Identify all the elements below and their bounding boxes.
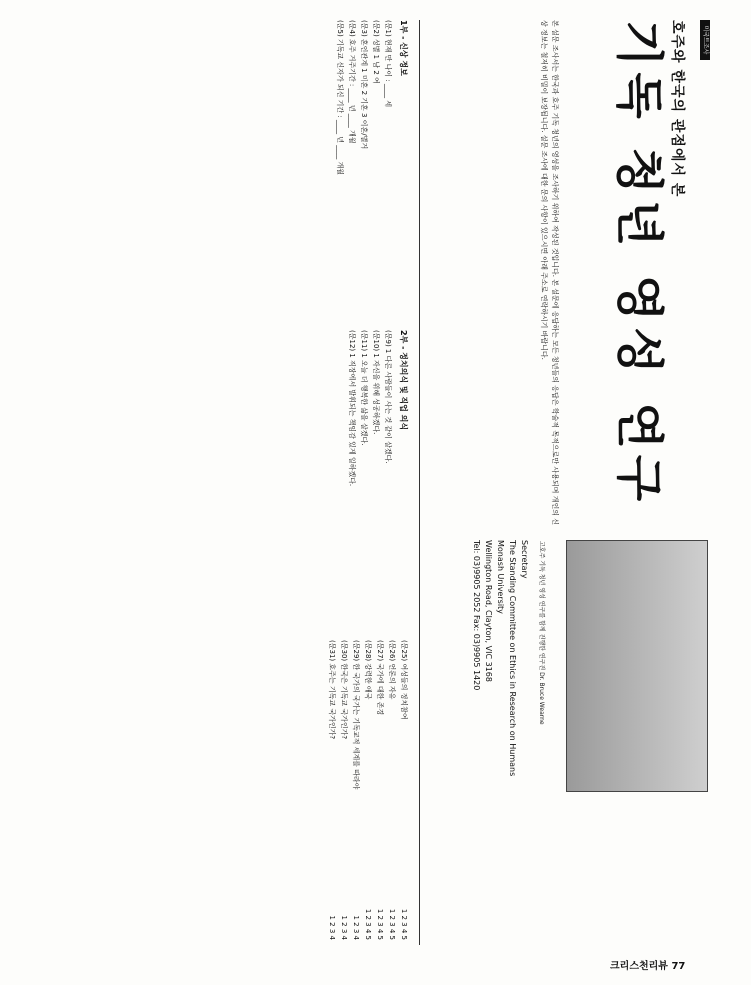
address-line: Tel: 03)9905 2052 Fax: 03)9905 1420 xyxy=(472,540,481,691)
scale-row xyxy=(386,640,398,940)
address-line: Secretary xyxy=(520,540,529,579)
question: (문1) 현재 만 나이 : ____ 세 xyxy=(384,20,392,107)
scale-options[interactable]: 1 2 3 4 xyxy=(340,915,348,940)
scale-options[interactable]: 1 2 3 4 5 xyxy=(364,908,372,940)
scale-row xyxy=(326,640,338,940)
scale-options[interactable]: 1 2 3 4 5 xyxy=(376,908,384,940)
question: (문4) 호주 거주기간 : ____ 년 ____ 개월 xyxy=(348,20,356,144)
scale-row xyxy=(398,640,410,940)
address-block xyxy=(470,540,530,800)
scale-label: (문27) 국가에 대한 존경 xyxy=(376,640,384,716)
scale-options[interactable]: 1 2 3 4 xyxy=(328,915,336,940)
scale-row xyxy=(374,640,386,940)
scale-options[interactable]: 1 2 3 4 5 xyxy=(400,908,408,940)
photo xyxy=(538,540,708,792)
question: (문11) 1 오늘 더 행복한 삶을 살겠다. xyxy=(360,330,368,446)
main-title: 기독 청년 영성 연구 xyxy=(611,20,667,508)
question: (문12) 1 직장에서 발휘되는 책임감 있게 일하겠다. xyxy=(348,330,356,487)
scale-label: (문31) 호주는 기독교 국가인가? xyxy=(328,640,336,740)
section-1 xyxy=(334,20,410,320)
section-3 xyxy=(326,640,410,940)
title-block xyxy=(578,20,688,520)
scale-label: (문28) 강력한 애국 xyxy=(364,640,372,700)
photo-caption: 고호주 기독 청년 영성 연구를 함께 진행한 연구진 Dr. Bruce Wearne xyxy=(538,541,545,725)
question: (문10) 1 자신을 위해 성공하겠다. xyxy=(372,330,380,435)
divider xyxy=(419,20,420,945)
scale-options[interactable]: 1 2 3 4 xyxy=(352,915,360,940)
page-footer: 크리스천리뷰 77 xyxy=(610,961,686,972)
intro-body: 본 설문 조사서는 한국과 호주 기독 청년의 영성을 조사하기 위하여 작성된 것입니다. 본 설문에 응답하는 모든 청년들의 응답은 학술적 목적으로만 사용되며 개인의 신상 정보는 철저히 비밀이 보장됩니다. 설문 조사에 대한 문의 사항이 있으시면 아래 주소로 연락하시기 바랍니다. xyxy=(540,20,559,525)
rotated-content xyxy=(40,20,710,945)
scale-label: (문30) 한국은 기독교 국가인가? xyxy=(340,640,348,740)
scale-label: (문26) 언론의 자유 xyxy=(388,640,396,700)
section-title: 1부 - 신상 정보 xyxy=(399,20,408,76)
scale-options[interactable]: 1 2 3 4 5 xyxy=(388,908,396,940)
address-line: Monash University xyxy=(496,540,505,614)
section-2 xyxy=(346,330,410,630)
scale-row xyxy=(362,640,374,940)
scale-row xyxy=(350,640,362,940)
scale-row xyxy=(338,640,350,940)
question: (문5) 기독교 신자가 되신 기간 : ____ 년 ____ 개월 xyxy=(336,20,344,175)
subtitle: 호주와 한국의 관점에서 본 xyxy=(669,20,685,198)
address-line: Wellington Road, Clayton, VIC 3168 xyxy=(484,540,493,682)
scale-list xyxy=(326,640,410,940)
question: (문9) 1 다른 사람들이 사는 것 같이 살겠다. xyxy=(384,330,392,464)
scale-label: (문25) 여성들의 정치참여 xyxy=(400,640,408,720)
question: (문2) 성별 1 남 2 여 xyxy=(372,20,380,84)
section-title: 2부 - 정치의식 및 직업 의식 xyxy=(399,330,408,431)
section-tag: 미국트조사 xyxy=(700,20,710,60)
scale-label: (문29) 한 국가의 국가는 기독교적 세계를 따라야 xyxy=(352,640,360,790)
question: (문3) 혼인관계 1 미혼 2 기혼 3 이혼/별거 xyxy=(360,20,368,150)
address-line: The Standing Committee on Ethics in Research on Humans xyxy=(508,540,517,777)
